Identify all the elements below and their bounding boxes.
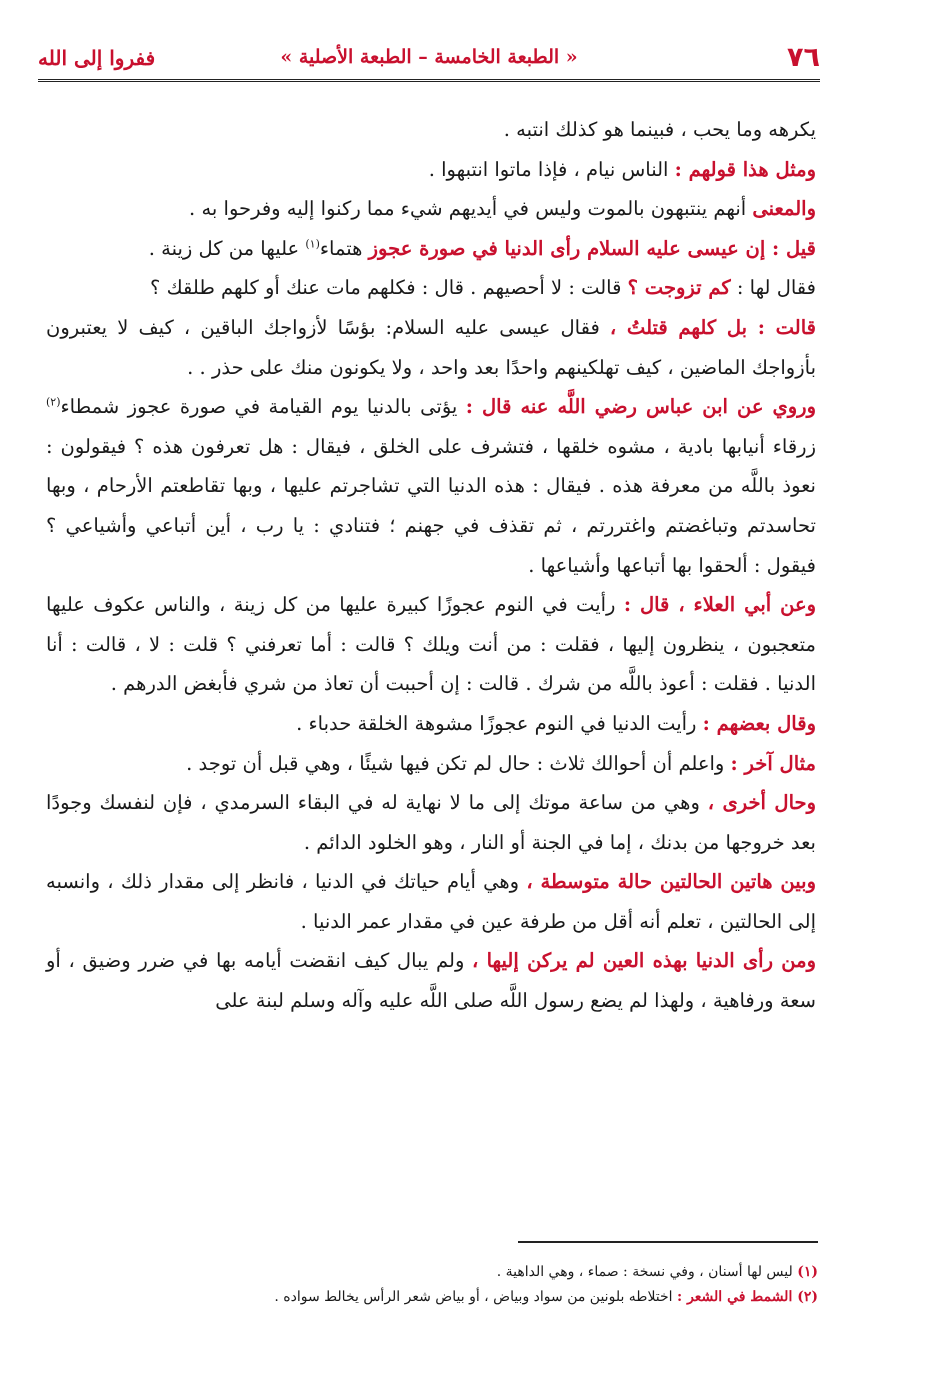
paragraph-text-continued: قالت : لا أحصيهم . قال : فكلهم مات عنك أو كلهم طلقك ؟ xyxy=(150,276,628,300)
paragraph-text: واعلم أن أحوالك ثلاث : حال لم تكن فيها شيئًا ، وهي قبل أن توجد . xyxy=(186,751,731,775)
footnote-reference[interactable]: (٢) xyxy=(46,395,61,409)
footnote-mark: (١) xyxy=(797,1264,818,1280)
paragraph-lead: وبين هاتين الحالتين حالة متوسطة ، xyxy=(526,870,816,894)
running-title: ففروا إلى الله xyxy=(38,46,156,70)
paragraph xyxy=(46,704,816,744)
paragraph-lead: قالت : بل كلهم قتلتُ ، xyxy=(609,315,816,339)
paragraph xyxy=(46,229,816,269)
paragraph-text: وهي أيام حياتك في الدنيا ، فانظر إلى مقدار ذلك ، وانسبه إلى الحالتين ، تعلم أنه أقل من طرفة عين في مقدار عمر الدنيا . xyxy=(46,870,816,933)
paragraph xyxy=(46,585,816,704)
paragraph-lead: كم تزوجت ؟ xyxy=(627,276,731,300)
paragraph-text: يكرهه وما يحب ، فبينما هو كذلك انتبه . xyxy=(503,118,816,141)
paragraph-text-continued: زرقاء أنيابها بادية ، مشوه خلقها ، فتشرف على الخلق ، فيقال : هل تعرفون هذه ؟ فيقولون : نعوذ باللَّه من معرفة هذه . فيقال : هذه الدنيا التي تشاجرتم عليها ، وبها تقاطعتم الأرحام ، وبها تحاسدتم وتباغضتم واغتررتم ، ثم تقذف في جهنم ؛ فتنادي : يا رب ، أين أتباعي وأشياعي ؟ فيقول : ألحقوا بها أتباعها وأشياعها . xyxy=(46,434,816,577)
paragraph xyxy=(46,268,816,308)
paragraph xyxy=(46,189,816,229)
paragraph xyxy=(46,862,816,941)
footnote-mark: (٢) الشمط في الشعر : xyxy=(677,1289,818,1305)
paragraph-text: ولم يبال كيف انقضت أيامه بها في ضرر وضيق ، أو سعة ورفاهية ، ولهذا لم يضع رسول اللَّه صلى اللَّه عليه وآله وسلم لبنة على xyxy=(46,949,816,1013)
footnote xyxy=(60,1260,818,1285)
header-rule xyxy=(38,79,820,82)
paragraph-text: فقال لها : xyxy=(730,276,816,300)
paragraph xyxy=(46,387,816,585)
footnote-reference[interactable]: (١) xyxy=(305,237,320,251)
paragraph xyxy=(46,150,816,190)
edition-label: « الطبعة الخامسة – الطبعة الأصلية » xyxy=(280,46,578,68)
paragraph xyxy=(46,783,816,862)
paragraph-lead: وعن أبي العلاء ، قال : xyxy=(623,593,816,617)
footnote-separator xyxy=(518,1241,818,1243)
paragraph-text: الناس نيام ، فإذا ماتوا انتبهوا . xyxy=(428,157,675,181)
paragraph-text: أنهم ينتبهون بالموت وليس في أيديهم شيء مما ركنوا إليه وفرحوا به . xyxy=(189,197,753,221)
main-text xyxy=(46,110,816,1021)
paragraph-lead: وقال بعضهم : xyxy=(702,711,816,735)
paragraph-text-continued: عليها من كل زينة . xyxy=(148,236,306,260)
paragraph-text: هتماء xyxy=(319,236,369,260)
paragraph xyxy=(46,744,816,784)
paragraph xyxy=(46,110,816,150)
paragraph-text: رأيت الدنيا في النوم عجوزًا مشوهة الخلقة حدباء . xyxy=(296,711,703,735)
paragraph-lead: وحال أخرى ، xyxy=(707,791,816,815)
paragraph-lead: وروي عن ابن عباس رضي اللَّه عنه قال : xyxy=(465,395,816,419)
paragraph-text: رأيت في النوم عجوزًا كبيرة عليها من كل زينة ، والناس عكوف عليها متعجبون ، ينظرون إليها ، فقلت : من أنت ويلك ؟ قالت : أما تعرفني ؟ قلت : لا ، قالت : أنا الدنيا . فقلت : أعوذ باللَّه من شرك . قالت : إن أحببت أن تعاذ من شري فأبغض الدرهم . xyxy=(46,593,816,696)
paragraph-lead: ومثل هذا قولهم : xyxy=(674,157,816,181)
footnote xyxy=(60,1285,818,1310)
paragraph-lead: قيل : إن عيسى عليه السلام رأى الدنيا في صورة عجوز xyxy=(368,236,816,260)
paragraph-text: فقال عيسى عليه السلام: بؤسًا لأزواجك الباقين ، كيف لا يعتبرون بأزواجك الماضين ، كيف تهلكينهم واحدًا بعد واحد ، ولا يكونون منك على حذر . . xyxy=(46,315,816,379)
page-header xyxy=(38,42,820,82)
footnotes xyxy=(60,1260,818,1310)
paragraph xyxy=(46,308,816,387)
page-number: ٧٦ xyxy=(787,42,820,73)
paragraph xyxy=(46,941,816,1020)
paragraph-lead: مثال آخر : xyxy=(730,751,816,775)
footnote-text: اختلاطه بلونين من سواد وبياض ، أو بياض شعر الرأس يخالط سواده . xyxy=(274,1289,678,1305)
paragraph-text: وهي من ساعة موتك إلى ما لا نهاية له في البقاء السرمدي ، فإن لنفسك وجودًا بعد خروجها من بدنك ، إما في الجنة أو النار ، وهو الخلود الدائم . xyxy=(46,791,816,854)
paragraph-lead: ومن رأى الدنيا بهذه العين لم يركن إليها ، xyxy=(472,949,816,973)
paragraph-lead: والمعنى xyxy=(752,197,816,221)
paragraph-text: يؤتى بالدنيا يوم القيامة في صورة عجوز شمطاء xyxy=(60,395,466,419)
footnote-text: ليس لها أسنان ، وفي نسخة : صماء ، وهي الداهية . xyxy=(496,1264,798,1280)
